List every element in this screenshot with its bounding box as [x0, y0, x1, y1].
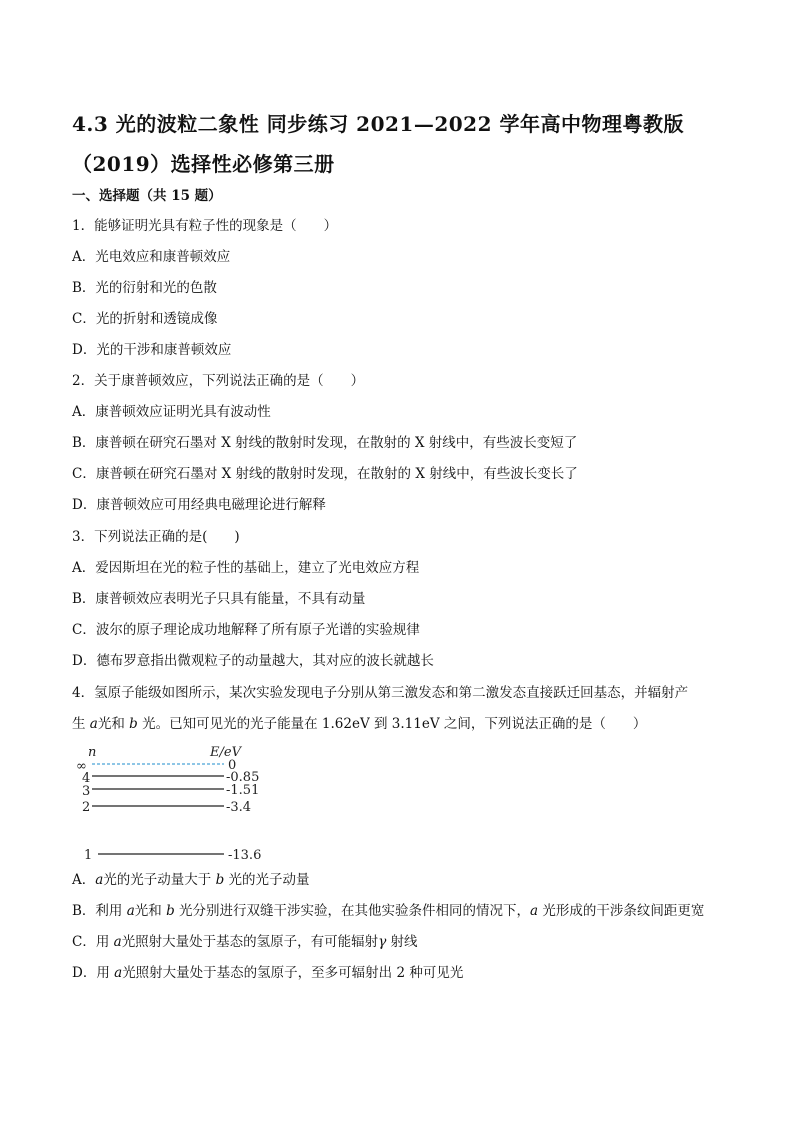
title-line-2: （2019）选择性必修第三册 — [72, 152, 335, 176]
question-stem: 1．能够证明光具有粒子性的现象是（ ） — [72, 218, 338, 234]
option-b: B．利用 a光和 b 光分别进行双缝干涉实验，在其他实验条件相同的情况下，a 光形成的干涉条纹间距更宽 — [72, 903, 705, 919]
page-title — [72, 104, 732, 184]
option-d: D．康普顿效应可用经典电磁理论进行解释 — [72, 497, 326, 513]
level-n-3: 3 — [82, 784, 91, 799]
question-3 — [72, 522, 722, 677]
level-e-4: -0.85 — [226, 770, 260, 785]
question-stem: 3．下列说法正确的是( ) — [72, 529, 240, 545]
section-heading: 一、选择题（共 15 题） — [72, 188, 222, 204]
question-4-stem — [72, 678, 722, 740]
n-axis-label: n — [88, 745, 97, 760]
option-a: A．光电效应和康普顿效应 — [72, 249, 231, 265]
option-c: C．光的折射和透镜成像 — [72, 311, 218, 327]
question-1 — [72, 211, 722, 366]
energy-level-diagram — [72, 742, 332, 870]
option-a: A．a光的光子动量大于 b 光的光子动量 — [72, 872, 310, 888]
question-stem-line-1: 4．氢原子能级如图所示，某次实验发现电子分别从第三激发态和第二激发态直接跃迁回基态，并辐射产 — [72, 685, 689, 701]
question-stem: 2．关于康普顿效应，下列说法正确的是（ ） — [72, 373, 365, 389]
level-n-infinity: ∞ — [76, 759, 87, 774]
title-line-1: 4.3 光的波粒二象性 同步练习 2021—2022 学年高中物理粤教版 — [72, 112, 684, 136]
option-a: A．爱因斯坦在光的粒子性的基础上，建立了光电效应方程 — [72, 560, 420, 576]
option-d: D．用 a光照射大量处于基态的氢原子，至多可辐射出 2 种可见光 — [72, 965, 464, 981]
option-b: B．光的衍射和光的色散 — [72, 280, 217, 296]
option-c: C．用 a光照射大量处于基态的氢原子，有可能辐射γ 射线 — [72, 934, 418, 950]
level-e-infinity: 0 — [228, 758, 237, 773]
option-c: C．波尔的原子理论成功地解释了所有原子光谱的实验规律 — [72, 622, 420, 638]
option-d: D．光的干涉和康普顿效应 — [72, 342, 232, 358]
level-e-2: -3.4 — [226, 800, 252, 815]
question-2 — [72, 366, 722, 521]
energy-axis-label: E/eV — [210, 745, 241, 760]
option-a: A．康普顿效应证明光具有波动性 — [72, 404, 271, 420]
level-e-3: -1.51 — [226, 783, 260, 798]
level-n-4: 4 — [82, 771, 91, 786]
option-b: B．康普顿在研究石墨对 X 射线的散射时发现，在散射的 X 射线中，有些波长变短了 — [72, 435, 578, 451]
level-e-1: -13.6 — [228, 848, 262, 863]
question-4-options — [72, 865, 722, 989]
option-b: B．康普顿效应表明光子只具有能量，不具有动量 — [72, 591, 366, 607]
level-n-2: 2 — [82, 800, 91, 815]
option-d: D．德布罗意指出微观粒子的动量越大，其对应的波长就越长 — [72, 653, 434, 669]
level-n-1: 1 — [84, 848, 93, 863]
option-c: C．康普顿在研究石墨对 X 射线的散射时发现，在散射的 X 射线中，有些波长变长了 — [72, 466, 578, 482]
question-stem-line-2: 生 a光和 b 光。已知可见光的光子能量在 1.62eV 到 3.11eV 之间，下列说法正确的是（ ） — [72, 716, 647, 732]
